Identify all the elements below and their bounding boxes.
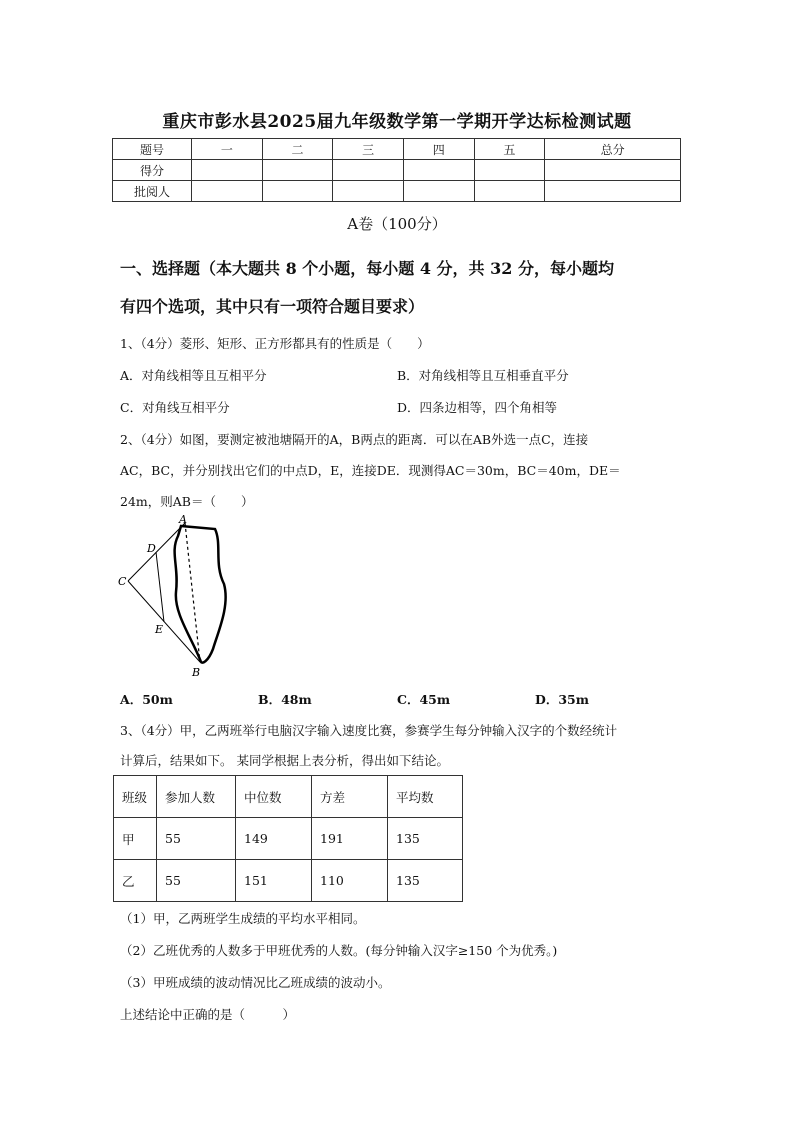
q2-option-c: C．45m — [397, 692, 451, 707]
pond-figure — [118, 514, 233, 680]
q1-option-c: C．对角线互相平分 — [120, 400, 230, 415]
stats-cell: 55 — [157, 818, 236, 860]
section-heading-line1: 一、选择题（本大题共 8 个小题，每小题 4 分，共 32 分，每小题均 — [120, 259, 614, 278]
score-header-cell: 一 — [192, 139, 263, 160]
score-table-row — [113, 160, 681, 181]
q2-line1: 2、（4分）如图，要测定被池塘隔开的A，B两点的距离．可以在AB外选一点C，连接 — [120, 432, 589, 447]
score-cell — [474, 160, 545, 181]
q3-conclusion-3: （3）甲班成绩的波动情况比乙班成绩的波动小。 — [120, 975, 391, 990]
point-d-label: D — [147, 542, 156, 555]
score-cell — [403, 160, 474, 181]
point-a-label: A — [179, 514, 187, 526]
q3-conclusion-1: （1）甲，乙两班学生成绩的平均水平相同。 — [120, 911, 366, 926]
score-cell — [403, 181, 474, 202]
q3-line1: 3、（4分）甲，乙两班举行电脑汉字输入速度比赛，参赛学生每分钟输入汉字的个数经统计 — [120, 723, 618, 738]
stats-header-cell: 班级 — [114, 776, 157, 818]
score-cell — [545, 181, 681, 202]
stats-cell: 乙 — [114, 860, 157, 902]
score-table-header-row — [113, 139, 681, 160]
score-cell — [333, 181, 404, 202]
stats-cell: 甲 — [114, 818, 157, 860]
stats-cell: 149 — [236, 818, 312, 860]
table-row — [114, 818, 463, 860]
score-header-cell: 二 — [262, 139, 333, 160]
point-e-label: E — [155, 623, 164, 636]
stats-header-row — [114, 776, 463, 818]
score-row-label: 批阅人 — [113, 181, 192, 202]
q3-line2: 计算后，结果如下。 某同学根据上表分析，得出如下结论。 — [120, 753, 449, 768]
q1-option-a: A．对角线相等且互相平分 — [120, 368, 267, 383]
q2-option-d: D．35m — [535, 692, 589, 707]
stats-cell: 191 — [312, 818, 388, 860]
q2-option-a: A．50m — [120, 692, 173, 707]
segment-de — [156, 552, 164, 622]
score-header-cell: 五 — [474, 139, 545, 160]
stats-cell: 135 — [388, 818, 463, 860]
q3-question: 上述结论中正确的是（ ） — [120, 1007, 296, 1022]
score-header-cell: 四 — [403, 139, 474, 160]
section-heading-line2: 有四个选项，其中只有一项符合题目要求） — [120, 297, 425, 316]
score-cell — [262, 181, 333, 202]
q3-conclusion-2: （2）乙班优秀的人数多于甲班优秀的人数。(每分钟输入汉字≥150 个为优秀。) — [120, 943, 558, 958]
point-b-label: B — [192, 666, 201, 679]
table-row — [114, 860, 463, 902]
score-header-cell: 题号 — [113, 139, 192, 160]
q2-line2: AC，BC，并分别找出它们的中点D，E，连接DE．现测得AC＝30m，BC＝40m，DE＝ — [120, 463, 621, 478]
score-table — [112, 138, 681, 202]
q2-option-b: B．48m — [258, 692, 312, 707]
q1-stem: 1、（4分）菱形、矩形、正方形都具有的性质是（ ） — [120, 336, 430, 351]
score-cell — [474, 181, 545, 202]
stats-cell: 151 — [236, 860, 312, 902]
point-c-label: C — [118, 575, 127, 588]
score-table-row — [113, 181, 681, 202]
stats-header-cell: 方差 — [312, 776, 388, 818]
stats-cell: 135 — [388, 860, 463, 902]
stats-cell: 110 — [312, 860, 388, 902]
score-stats-table — [113, 775, 463, 902]
score-header-cell: 三 — [333, 139, 404, 160]
score-cell — [545, 160, 681, 181]
q1-option-b: B．对角线相等且互相垂直平分 — [397, 368, 569, 383]
stats-header-cell: 中位数 — [236, 776, 312, 818]
score-cell — [192, 160, 263, 181]
score-cell — [333, 160, 404, 181]
score-row-label: 得分 — [113, 160, 192, 181]
score-header-cell: 总分 — [545, 139, 681, 160]
q1-option-d: D．四条边相等，四个角相等 — [397, 400, 558, 415]
stats-header-cell: 参加人数 — [157, 776, 236, 818]
volume-title: A卷（100分） — [347, 215, 447, 233]
stats-header-cell: 平均数 — [388, 776, 463, 818]
score-cell — [262, 160, 333, 181]
q2-line3: 24m，则AB＝（ ） — [120, 494, 254, 509]
page-title: 重庆市彭水县2025届九年级数学第一学期开学达标检测试题 — [162, 112, 632, 132]
stats-cell: 55 — [157, 860, 236, 902]
score-cell — [192, 181, 263, 202]
